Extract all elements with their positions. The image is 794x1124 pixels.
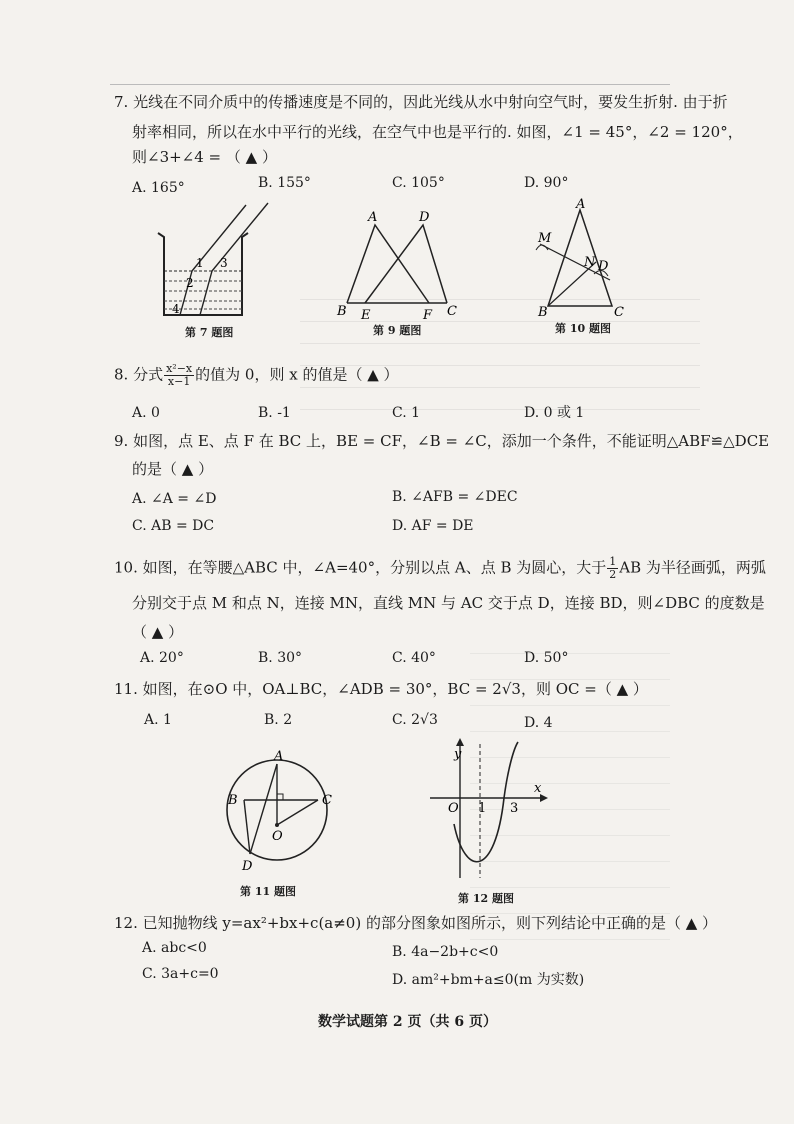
- q10-line-3: （ ▲ ）: [132, 623, 184, 641]
- q7-option-d: D. 90°: [524, 175, 569, 191]
- page-footer: 数学试题第 2 页（共 6 页）: [318, 1014, 497, 1030]
- fig10-label-c: C: [614, 305, 624, 320]
- q7-line-1: 7. 光线在不同介质中的传播速度是不同的，因此光线从水中射向空气时，要发生折射. 由于折: [114, 93, 728, 111]
- q12-option-a: A. abc<0: [142, 940, 207, 956]
- q10-option-b: B. 30°: [258, 650, 303, 666]
- q10-option-a: A. 20°: [140, 650, 184, 666]
- q9-line-1: 9. 如图，点 E、点 F 在 BC 上，BE = CF，∠B = ∠C，添加一个条件，不能证明△ABF≌△DCE: [114, 432, 770, 450]
- fig10-label-d: D: [598, 259, 609, 274]
- fig7-label-2: 2: [186, 276, 194, 290]
- q10-frac-den: 2: [609, 568, 617, 581]
- q9-option-a: A. ∠A = ∠D: [132, 491, 217, 507]
- q11-option-a: A. 1: [144, 712, 172, 728]
- fig10-label-m: M: [538, 231, 552, 246]
- q10-line-2: 分别交于点 M 和点 N，连接 MN，直线 MN 与 AC 交于点 D，连接 BD，则∠DBC 的度数是: [132, 594, 765, 612]
- q7-option-c: C. 105°: [392, 175, 445, 191]
- fig12-label-x: x: [534, 781, 542, 796]
- q8-option-b: B. -1: [258, 405, 291, 421]
- q9-line-2: 的是（ ▲ ）: [132, 460, 214, 478]
- q8-post: 的值为 0，则 x 的值是（ ▲ ）: [195, 365, 399, 384]
- top-rule: [110, 84, 670, 85]
- q7-line-2: 射率相同，所以在水中平行的光线，在空气中也是平行的. 如图，∠1 = 45°，∠2 = 120°，: [132, 123, 743, 141]
- fig7-label-4: 4: [172, 302, 180, 316]
- fig11-label-d: D: [242, 859, 253, 874]
- fig10-label-n: N: [584, 255, 596, 270]
- figure-11-caption: 第 11 题图: [240, 885, 296, 898]
- figure-10-caption: 第 10 题图: [555, 322, 611, 335]
- fig12-label-y: y: [454, 747, 462, 762]
- fig12-label-o: O: [448, 801, 459, 816]
- q10-fraction: [607, 556, 618, 581]
- fig11-label-o: O: [272, 829, 283, 844]
- q12-option-d: D. am²+bm+a≤0(m 为实数): [392, 972, 585, 988]
- q8-frac-den: x−1: [167, 375, 191, 388]
- fig9-label-f: F: [423, 308, 433, 323]
- q8-option-a: A. 0: [132, 405, 160, 421]
- q8-option-d: D. 0 或 1: [524, 405, 585, 421]
- q7-line-3: 则∠3+∠4 = （ ▲ ）: [132, 148, 277, 166]
- q10-option-d: D. 50°: [524, 650, 569, 666]
- q7-option-b: B. 155°: [258, 175, 311, 191]
- q8-option-c: C. 1: [392, 405, 421, 421]
- fig11-label-b: B: [228, 793, 238, 808]
- q11-option-d: D. 4: [524, 715, 553, 731]
- fig9-label-e: E: [361, 308, 371, 323]
- fig7-label-1: 1: [196, 256, 204, 270]
- figure-10-triangle: [530, 198, 635, 320]
- q12-line-1: 12. 已知抛物线 y=ax²+bx+c(a≠0) 的部分图象如图所示，则下列结论中正确的是（ ▲ ）: [114, 914, 718, 932]
- fig9-label-c: C: [447, 304, 457, 319]
- q8-fraction: [164, 363, 194, 388]
- figure-9-caption: 第 9 题图: [373, 324, 422, 337]
- fig10-label-a: A: [576, 198, 586, 212]
- figure-12-caption: 第 12 题图: [458, 892, 514, 905]
- figure-9-triangles: [335, 205, 465, 323]
- fig9-label-a: A: [368, 210, 378, 225]
- fig9-label-b: B: [337, 304, 347, 319]
- q10-line-1: [114, 556, 766, 581]
- fig12-label-1: 1: [478, 801, 487, 816]
- figure-7-caption: 第 7 题图: [185, 326, 234, 339]
- q8-pre: 8. 分式: [114, 365, 164, 384]
- fig9-label-d: D: [419, 210, 430, 225]
- fig12-label-3: 3: [510, 801, 519, 816]
- figure-7-beaker: [150, 195, 280, 330]
- q9-option-d: D. AF = DE: [392, 518, 474, 534]
- q11-option-b: B. 2: [264, 712, 293, 728]
- fig11-label-a: A: [274, 749, 284, 764]
- fig10-label-b: B: [538, 305, 548, 320]
- fig11-label-c: C: [322, 793, 332, 808]
- q8-line: [114, 363, 399, 388]
- q10-frac-num: 1: [609, 555, 617, 568]
- fig7-label-3: 3: [220, 256, 228, 270]
- q12-option-c: C. 3a+c=0: [142, 966, 219, 982]
- q12-option-b: B. 4a−2b+c<0: [392, 944, 499, 960]
- q9-option-b: B. ∠AFB = ∠DEC: [392, 489, 518, 505]
- figure-11-circle: [220, 740, 340, 890]
- q11-option-c: C. 2√3: [392, 712, 438, 728]
- q9-option-c: C. AB = DC: [132, 518, 215, 534]
- q10-line-1-post: AB 为半径画弧，两弧: [619, 558, 766, 577]
- q10-line-1-pre: 10. 如图，在等腰△ABC 中，∠A=40°，分别以点 A、点 B 为圆心，大于: [114, 558, 607, 577]
- figure-12-parabola: [420, 738, 550, 888]
- q10-option-c: C. 40°: [392, 650, 436, 666]
- q8-frac-num: x²−x: [166, 362, 193, 375]
- q7-option-a: A. 165°: [132, 180, 185, 196]
- q11-line-1: 11. 如图，在⊙O 中，OA⊥BC，∠ADB = 30°，BC = 2√3，则 OC =（ ▲ ）: [114, 680, 648, 698]
